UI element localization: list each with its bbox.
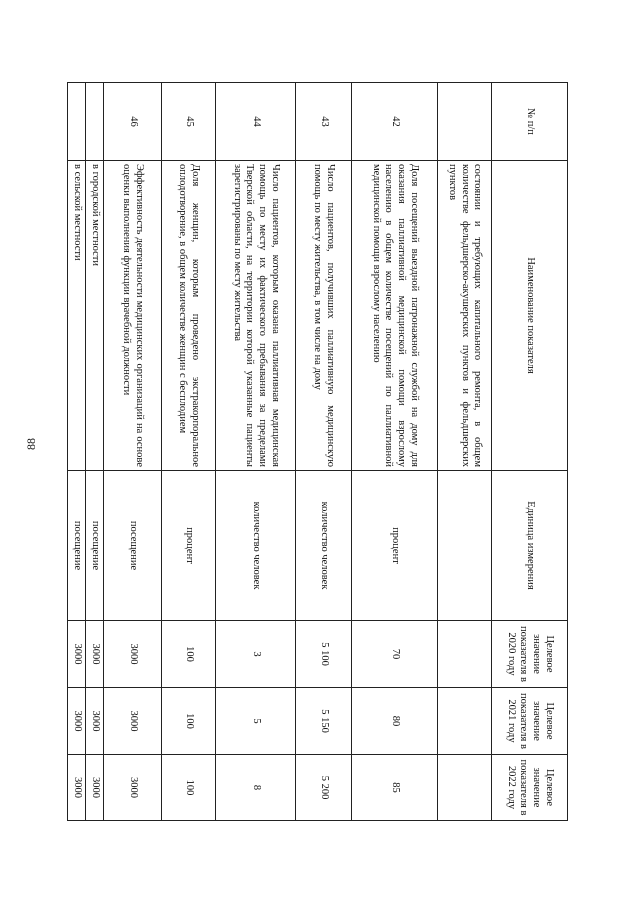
cell-2021: 100 (162, 688, 216, 755)
cell-unit: посещение (104, 471, 162, 621)
cell-2021: 5 150 (296, 688, 352, 755)
cell-2020: 100 (162, 621, 216, 688)
cell-num (68, 83, 86, 161)
cell-unit: количество человек (296, 471, 352, 621)
cell-2022: 5 200 (296, 755, 352, 821)
table-row (296, 83, 352, 821)
cell-name: Доля женщин, которым проведено экстракорпоральное оплодотворение, в общем количестве женщин с бесплодием (162, 161, 216, 471)
cell-name: состоянии и требующих капитального ремонта, в общем количестве фельдшерско-акушерских пунктов и фельдшерских пунктов (438, 161, 492, 471)
cell-unit (438, 471, 492, 621)
cell-num (86, 83, 104, 161)
cell-2020: 5 100 (296, 621, 352, 688)
cell-name: в сельской местности (68, 161, 86, 471)
cell-num: 43 (296, 83, 352, 161)
cell-unit: процент (162, 471, 216, 621)
cell-2020: 3000 (104, 621, 162, 688)
cell-2021: 80 (352, 688, 438, 755)
cell-2020 (438, 621, 492, 688)
cell-2022 (438, 755, 492, 821)
cell-2022: 8 (216, 755, 296, 821)
cell-2020: 3 (216, 621, 296, 688)
cell-num: 44 (216, 83, 296, 161)
cell-2021: 5 (216, 688, 296, 755)
cell-unit: количество человек (216, 471, 296, 621)
table-row (438, 83, 492, 821)
table-row (352, 83, 438, 821)
cell-num (438, 83, 492, 161)
cell-num: 45 (162, 83, 216, 161)
table-row (104, 83, 162, 821)
cell-2022: 85 (352, 755, 438, 821)
table-row (86, 83, 104, 821)
header-2021: Целевое значение показателя в 2021 году (492, 688, 568, 755)
cell-unit: посещение (68, 471, 86, 621)
cell-2021 (438, 688, 492, 755)
table-row (216, 83, 296, 821)
cell-2021: 3000 (86, 688, 104, 755)
cell-name: Доля посещений выездной патронажной службой на дому для оказания паллиативной медицинской помощи взрослому населению в общем количестве посещений по паллиативной медицинской помощи взрослому населению (352, 161, 438, 471)
cell-unit: посещение (86, 471, 104, 621)
cell-name: Число пациентов, которым оказана паллиативная медицинская помощь по месту их фактического пребывания за пределами Тверской области, на территории которой указанные пациенты зарегистрированы по месту жительства (216, 161, 296, 471)
cell-2022: 3000 (104, 755, 162, 821)
cell-name: Число пациентов, получивших паллиативную медицинскую помощь по месту жительства, в том числе на дому (296, 161, 352, 471)
header-unit: Единица измерения (492, 471, 568, 621)
header-name: Наименование показателя (492, 161, 568, 471)
cell-num: 46 (104, 83, 162, 161)
header-2020: Целевое значение показателя в 2020 году (492, 621, 568, 688)
cell-2021: 3000 (104, 688, 162, 755)
cell-2020: 3000 (68, 621, 86, 688)
indicators-table (67, 82, 568, 821)
cell-name: в городской местности (86, 161, 104, 471)
cell-unit: процент (352, 471, 438, 621)
cell-2022: 3000 (86, 755, 104, 821)
table-row (68, 83, 86, 821)
header-num: № п/п (492, 83, 568, 161)
cell-name: Эффективность деятельности медицинских организаций на основе оценки выполнения функции врачебной должности (104, 161, 162, 471)
cell-2022: 100 (162, 755, 216, 821)
table-row (162, 83, 216, 821)
cell-num: 42 (352, 83, 438, 161)
cell-2020: 70 (352, 621, 438, 688)
cell-2021: 3000 (68, 688, 86, 755)
header-2022: Целевое значение показателя в 2022 году (492, 755, 568, 821)
cell-2022: 3000 (68, 755, 86, 821)
header-row (492, 83, 568, 821)
page-number: 88 (24, 438, 38, 450)
cell-2020: 3000 (86, 621, 104, 688)
